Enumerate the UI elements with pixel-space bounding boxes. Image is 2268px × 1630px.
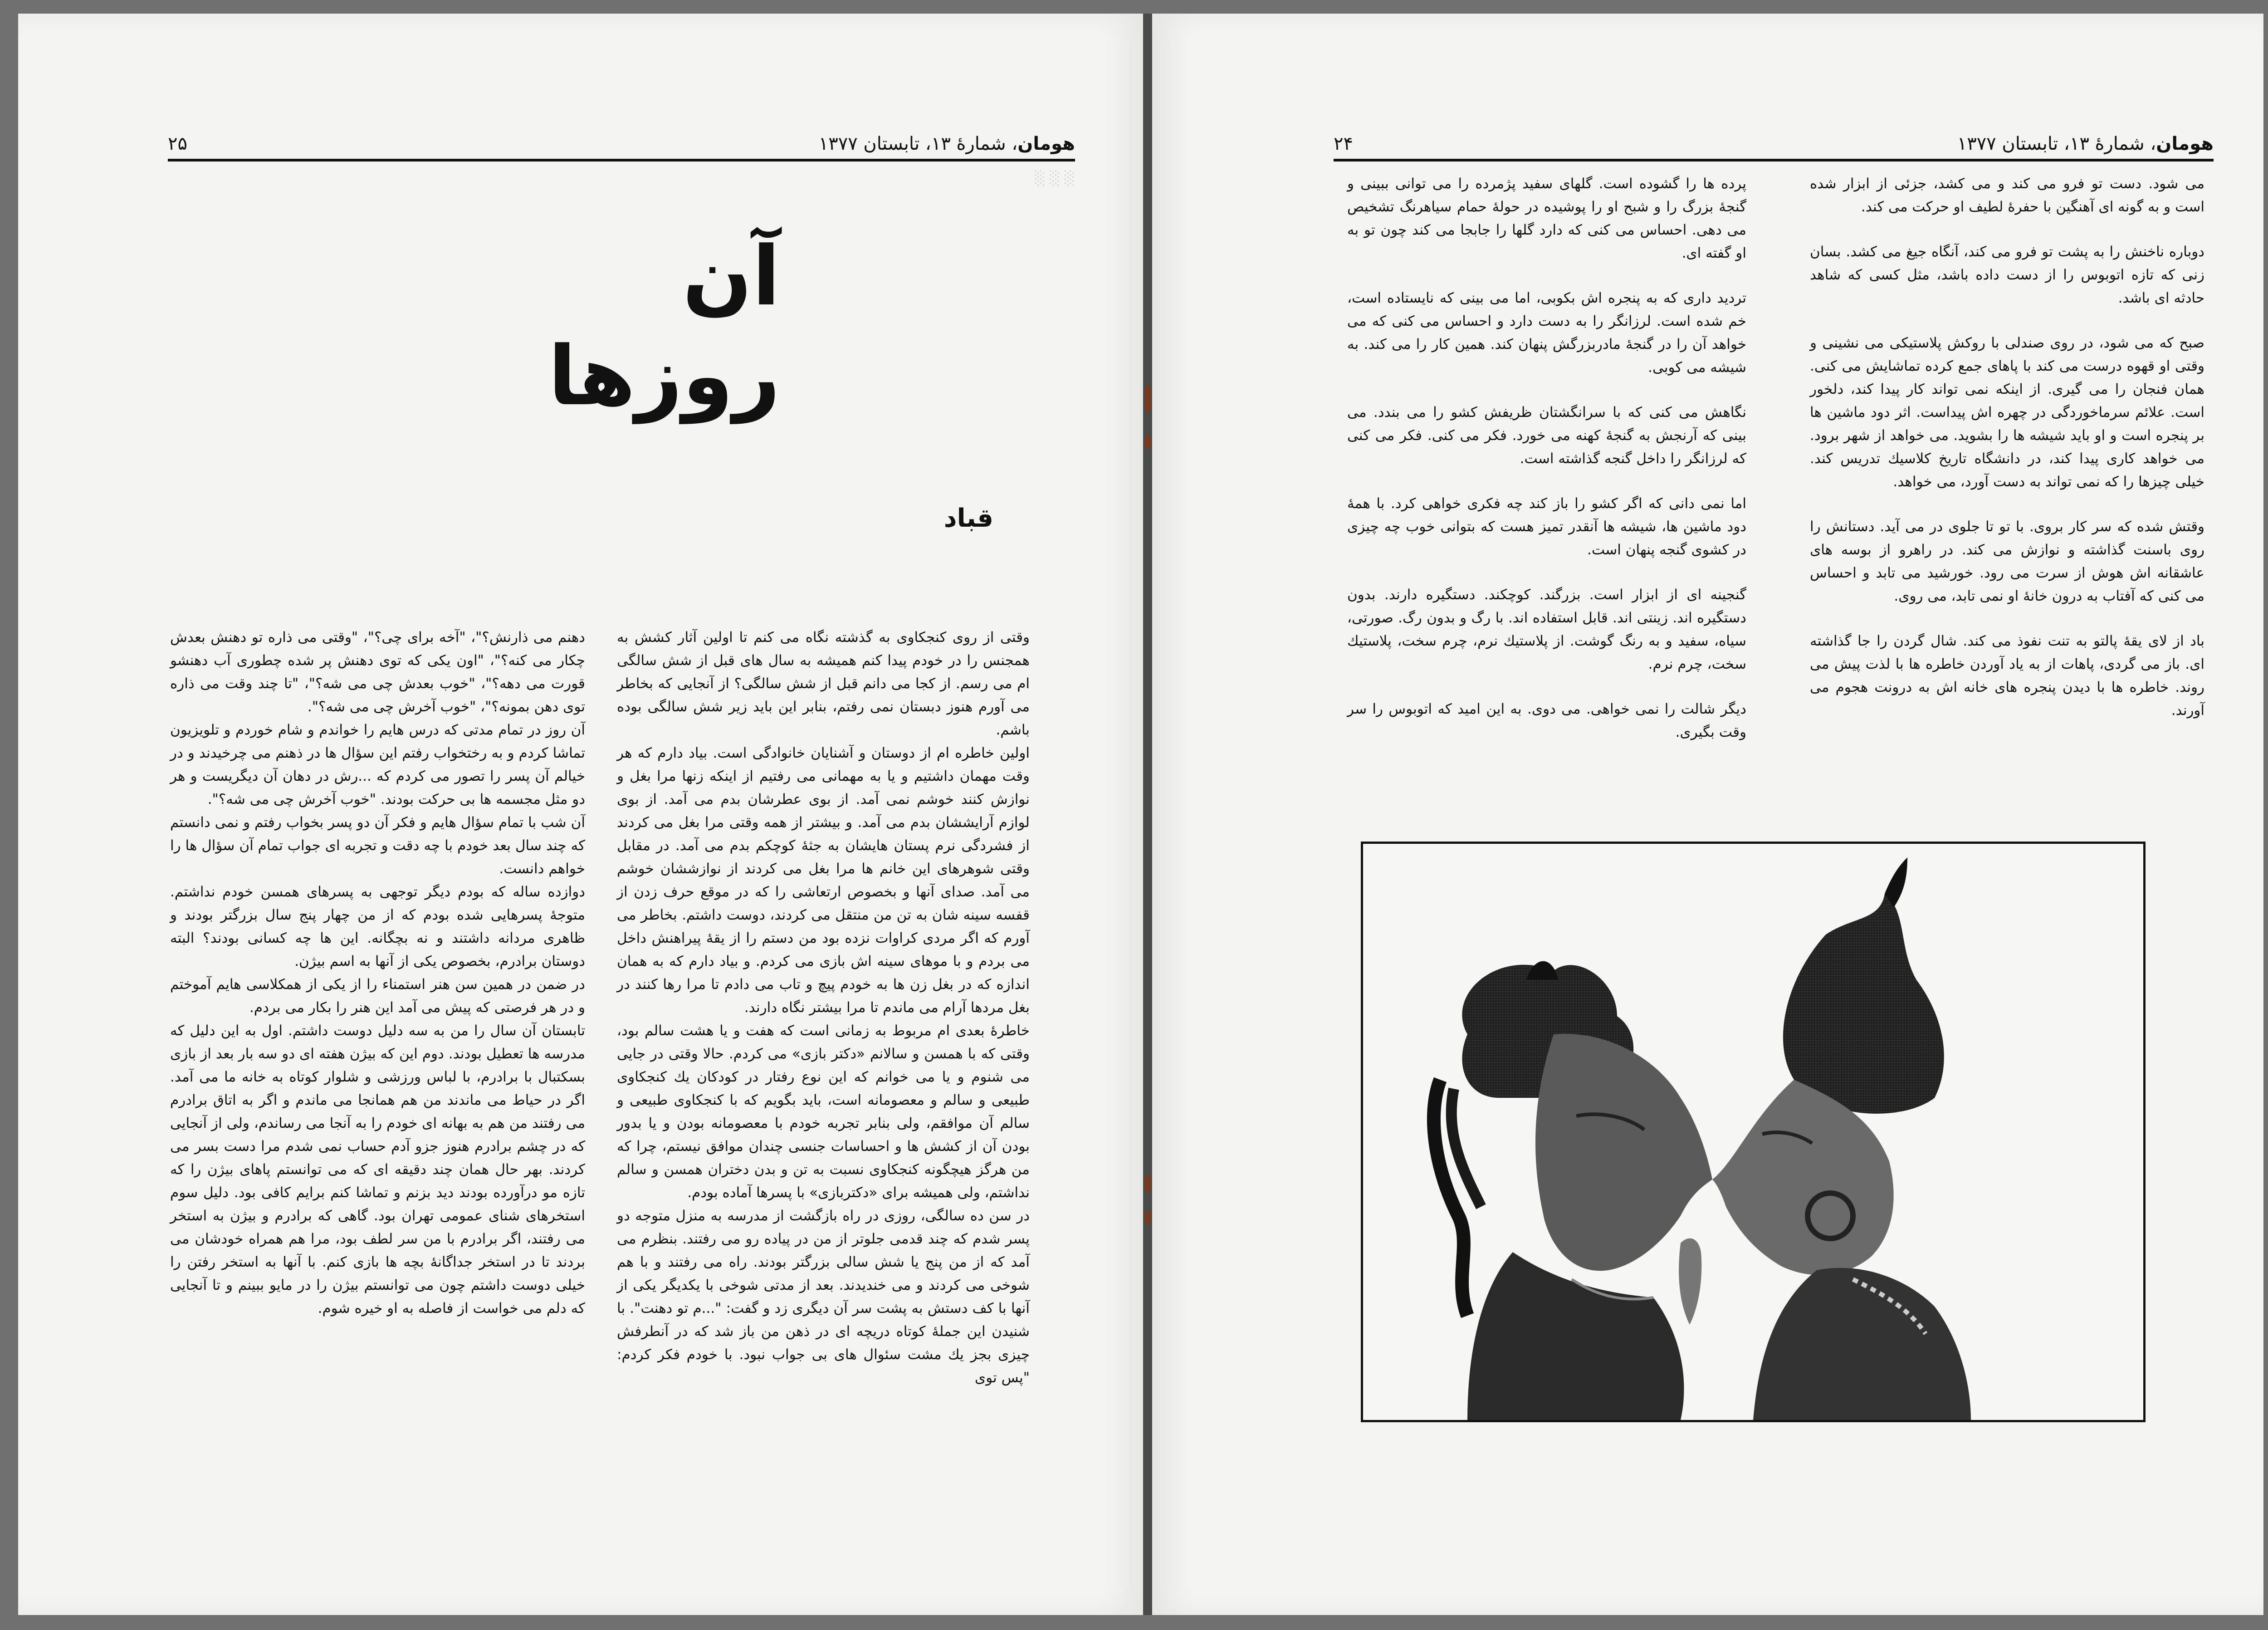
- right-page-column-left: [1347, 172, 1746, 766]
- paragraph: آن روز در تمام مدتی که درس هایم را خواندم و شام خوردم و تلویزیون تماشا کردم و به رختخواب رفتم این سؤال ها در ذهنم می چرخیدند و در خیالم آن پسر را تصور می کردم که ...رش در دهان آن دیگریست و هر دو مثل مجسمه ها بی حرکت بودند. "خوب آخرش چی می شه؟".: [170, 722, 585, 808]
- page-number: ۲۵: [168, 133, 187, 154]
- paragraph: دهنم می ذارنش؟"، "آخه برای چی؟"، "وقتی می ذاره تو دهنش بعدش چکار می کنه؟"، "اون یکی که توی دهنش پر شده چطوری آب دهنشو قورت می دهه؟"، "خوب بعدش چی می شه؟"، "تا چند وقت می ذاره توی دهن بمونه؟"، "خوب آخرش چی می شه؟".: [170, 629, 585, 715]
- photo-two-women-kissing: [1361, 842, 2146, 1422]
- paragraph: دوباره ناخنش را به پشت تو فرو می کند، آنگاه جیغ می کشد. بسان زنی که تازه اتوبوس را از دست داده باشد، مثل کسی که شاهد حادثه ای باشد.: [1810, 244, 2204, 306]
- page-number: ۲۴: [1334, 133, 1353, 154]
- article-author: قباد: [943, 504, 993, 533]
- article-title: آن روزها: [548, 229, 780, 424]
- paragraph: در ضمن در همین سن هنر استمناء را از یکی از همکلاسی هایم آموختم و در هر فرصتی که پیش می آمد این هنر را بکار می بردم.: [170, 976, 585, 1016]
- paragraph: نگاهش می کنی که با سرانگشتان ظریفش کشو را می بندد. می بینی که آرنجش به گنجهٔ کهنه می خورد. فکر می کنی. فکر می کنی که لرزانگر را داخل گنجه گذاشته است.: [1347, 404, 1746, 467]
- staple: [1145, 1211, 1151, 1225]
- issue-info: ، شمارهٔ ۱۳، تابستان ۱۳۷۷: [1957, 133, 2156, 154]
- paragraph: باد از لای یقهٔ پالتو به تنت نفوذ می کند. شال گردن را جا گذاشته ای. باز می گردی، پاهات از به یاد آوردن خاطره ها با لذت پیش می روند. خاطره ها با دیدن پنجره های خانه اش به درونت هجوم می آورند.: [1810, 633, 2204, 719]
- magazine-spread: [18, 14, 2263, 1615]
- left-page-column-left: [170, 626, 585, 1320]
- right-page-header: [1334, 113, 2214, 162]
- staple: [1145, 436, 1151, 449]
- left-page: [18, 14, 1143, 1615]
- paragraph: دوازده ساله که بودم دیگر توجهی به پسرهای همسن خودم نداشتم. متوجهٔ پسرهایی شده بودم که از من چهار پنج سال بزرگتر بودند و ظاهری مردانه داشتند و نه بچگانه. این ها چه کسانی بودند؟ البته دوستان برادرم، بخصوص یکی از آنها به اسم بیژن.: [170, 884, 585, 969]
- paragraph: اولین خاطره ام از دوستان و آشنایان خانوادگی است. بیاد دارم که هر وقت مهمان داشتیم و یا به مهمانی می رفتیم از اینکه زنها مرا بغل و نوازش کنند خوشم نمی آمد. از بوی عطرشان بدم می آمد. از بوی لوازم آرایششان بدم می آمد. و بیشتر از همه وقتی مرا بغل می کردند از فشردگی نرم پستان هایشان به جثهٔ کوچکم بدم می آمد. در مقابل وقتی شوهرهای این خانم ها مرا بغل می کردند از نوازششان خوشم می آمد. صدای آنها و بخصوص ارتعاشی را که در موقع حرف زدن از قفسه سینه شان به تن من منتقل می کردند، دوست داشتم. بخاطر می آورم که اگر مردی کراوات نزده بود من دستم را از یقهٔ پیراهنش داخل می بردم و با موهای سینه اش بازی می کردم. و بیاد دارم که به همان اندازه که در بغل زن ها به خودم پیچ و تاب می دادم تا مرا رها کنند در بغل مردها آرام می ماندم تا مرا بیشتر نگاه دارند.: [617, 745, 1030, 1016]
- paragraph: تردید داری که به پنجره اش بکوبی، اما می بینی که نایستاده است، خم شده است. لرزانگر را به دست دارد و احساس می کنی که می خواهد آن را در گنجهٔ مادربزرگش پنهان کند. همین کار را می کند. به شیشه می کوبی.: [1347, 290, 1746, 376]
- paragraph: تابستان آن سال را من به سه دلیل دوست داشتم. اول به این دلیل که مدرسه ها تعطیل بودند. دوم این که بیژن هفته ای دو سه بار بعد از بازی بسکتبال با برادرم، با لباس ورزشی و شلوار کوتاه به خانه ما می آمد. اگر در حیاط می ماندند من هم همانجا می ماندم و اگر به اتاق برادرم می رفتند من هم به بهانه ای خودم را به آنجا می رساندم، ولی از آنجایی که در چشم برادرم هنوز جزو آدم حساب نمی شدم مرا دست بسر می کردند. بهر حال همان چند دقیقه ای که می توانستم پاهای بیژن را که تازه مو درآورده بودند دید بزنم و تماشا کنم برایم کافی بود. دلیل سوم استخرهای شنای عمومی تهران بود. گاهی که برادرم و بیژن به استخر می رفتند، اگر برادرم با من سر لطف بود، مرا هم همراه خودشان می بردند تا در استخر جداگانهٔ بچه ها بازی کنم. با آنها به استخر رفتن را خیلی دوست داشتم چون می توانستم بیژن را در مایو ببینم و تا آنجایی که دلم می خواست از فاصله به او خیره شوم.: [170, 1023, 585, 1317]
- paragraph: خاطرهٔ بعدی ام مربوط به زمانی است که هفت و یا هشت سالم بود، وقتی که با همسن و سالانم «دکتر بازی» می کردم. حالا وقتی در جایی می شنوم و یا می خوانم که این نوع رفتار در کودکان یك کنجکاوی طبیعی و سالم و معصومانه است، باید بگویم که با کنجکاوی طبیعی و سالم آن موافقم، ولی بنابر تجربه خودم با معصومانه بودن و یا بدور بودن آن از کشش ها و احساسات جنسی چندان موافق نیستم، چرا که من هرگز هیچگونه کنجکاوی نسبت به تن و بدن دختران همسن و سالم نداشتم، ولی همیشه برای «دکتربازی» با پسرها آماده بودم.: [617, 1023, 1030, 1201]
- paragraph: صبح که می شود، در روی صندلی با روکش پلاستیکی می نشینی و وقتی او قهوه درست می کند با پاهای جمع کرده تماشایش می کنی. همان فنجان را می گیری. از اینکه نمی تواند کار پیدا کند، دلخور است. علائم سرماخوردگی در چهره اش پیداست. اثر دود ماشین ها بر پنجره است و او باید شیشه ها را بشوید. می خواهد از شهر برود. می خواهد کاری پیدا کند، در دانشگاه تاریخ کلاسیك تدریس کند. خیلی چیزها را که نمی تواند به دست آورد، می خواهد.: [1810, 335, 2204, 490]
- paragraph: در سن ده سالگی، روزی در راه بازگشت از مدرسه به منزل متوجه دو پسر شدم که چند قدمی جلوتر از من در پیاده رو می رفتند. بنظرم می آمد که از من پنج یا شش سالی بزرگتر بودند. راه می رفتند و با هم شوخی می کردند و می خندیدند. بعد از مدتی شوخی با یکدیگر یکی از آنها با کف دستش به پشت سر آن دیگری زد و گفت: "...م تو دهنت". با شنیدن این جملهٔ کوتاه دریچه ای در ذهن من باز شد که در آنطرفش چیزی بجز یك مشت سئوال های بی جواب نبود. با خودم فکر کردم: "پس توی: [617, 1208, 1030, 1386]
- paragraph: می شود. دست تو فرو می کند و می کشد، جزئی از ابزار شده است و به گونه ای آهنگین با حفرهٔ لطیف او حرکت می کند.: [1810, 176, 2204, 215]
- header-title: [1957, 133, 2214, 154]
- photo-illustration: [1363, 844, 2143, 1420]
- paragraph: پرده ها را گشوده است. گلهای سفید پژمرده را می توانی ببینی و گنجهٔ بزرگ را و شبح او را پوشیده در حولهٔ حمام سیاهرنگ تشخیص می دهی. احساس می کنی که دارد گلها را جابجا می کند چون تو به او گفته ای.: [1347, 176, 1746, 261]
- paragraph: آن شب با تمام سؤال هایم و فکر آن دو پسر بخواب رفتم و نمی دانستم که چند سال بعد خودم با چه دقت و تجربه ای جواب تمام آن سؤال ها را خواهم دانست.: [170, 814, 585, 877]
- paragraph: گنجینه ای از ابزار است. بزرگند. کوچکند. دستگیره دارند. بدون دستگیره اند. زینتی اند. قابل استفاده اند. با رگ و بدون رگ. صورتی، سیاه، سفید و به رنگ گوشت. از پلاستیك نرم، چرم سخت، پلاستیك سخت، چرم نرم.: [1347, 587, 1746, 672]
- bleed-through-text: ░ ░ ░: [1035, 171, 1075, 186]
- staple: [1145, 386, 1151, 413]
- paragraph: دیگر شالت را نمی خواهی. می دوی. به این امید که اتوبوس را سر وقت بگیری.: [1347, 701, 1746, 740]
- right-page-column-right: [1810, 172, 2204, 744]
- paragraph: اما نمی دانی که اگر کشو را باز کند چه فکری خواهی کرد. با همهٔ دود ماشین ها، شیشه ها آنقدر تمیز هست که بتوانی خوب چه چیزی در کشوی گنجه پنهان است.: [1347, 495, 1746, 558]
- magazine-name: هومان: [2156, 133, 2214, 154]
- right-page: [1152, 14, 2263, 1615]
- left-page-column-right: [617, 626, 1030, 1390]
- magazine-name: هومان: [1017, 133, 1075, 154]
- staple: [1145, 1175, 1151, 1193]
- issue-info: ، شمارهٔ ۱۳، تابستان ۱۳۷۷: [818, 133, 1018, 154]
- paragraph: وقتش شده که سر کار بروی. با تو تا جلوی در می آید. دستانش را روی باسنت گذاشته و نوازش می کند. در راهرو از بوسه های عاشقانه اش هوش از سرت می رود. خورشید می تابد و احساس می کنی که آفتاب به درون خانهٔ او نمی تابد، می روی.: [1810, 519, 2204, 604]
- header-title: [819, 133, 1075, 154]
- left-page-header: [168, 113, 1075, 162]
- paragraph: وقتی از روی کنجکاوی به گذشته نگاه می کنم تا اولین آثار کشش به همجنس را در خودم پیدا کنم همیشه به سال های قبل از شش سالگی ام می رسم. از کجا می دانم قبل از شش سالگی؟ از آنجایی که بخاطر می آورم هنوز دبستان نمی رفتم، بنابر این باید زیر شش سالگی بوده باشم.: [617, 629, 1030, 738]
